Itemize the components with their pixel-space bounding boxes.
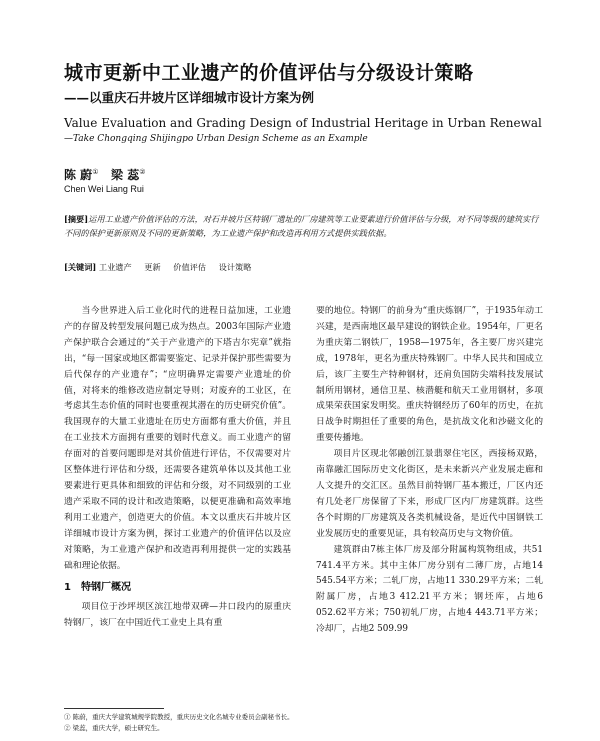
keywords-label: [关键词] [64,262,97,272]
section-heading: 1 特钢厂概况 [64,582,131,594]
body-column-left [64,304,291,632]
footnote-divider [64,708,164,709]
keyword: 工业遗产 [98,262,132,272]
abstract-text: 运用工业遗产价值评估的方法，对石井坡片区特钢厂遗址的厂房建筑等工业要素进行价值评估与分级，对不同等级的建筑实行不同的保护更新原则及不同的更新策略，为工业遗产保护和改造再利用方式提供实践依据。 [64,214,539,238]
paper-title-en: Value Evaluation and Grading Design of Industrial Heritage in Urban Renewal [64,116,542,130]
footnotes [64,712,534,734]
footnote-1: ① 陈蔚，重庆大学建筑城规学院教授，重庆历史文化名城专业委员会副秘书长。 [64,713,294,721]
paper-title-cn: 城市更新中工业遗产的价值评估与分级设计策略 [64,62,474,84]
abstract-label: [摘要] [64,214,89,224]
body-column-right [316,304,543,638]
body-paragraph: 项目片区现北邻融创江景翡翠住宅区，西接杨双路，南靠融汇国际历史文化街区，是未来新兴产业发展走廊和人文提升的交汇区。虽然目前特钢厂基本搬迁，厂区内还有几处老厂房保留了下来，形成厂区内厂房建筑群。这些各个时期的厂房建筑及各类机械设备，是近代中国钢铁工业发展历史的重要见证，具有较高历史与文物价值。 [316,449,543,539]
author1-footnote-mark: ① [92,168,99,176]
author2-name: 梁 蕊 [111,168,140,182]
author1-name: 陈 蔚 [64,168,93,182]
keyword: 更新 [144,262,161,272]
footnote-2: ② 梁蕊，重庆大学，硕士研究生。 [64,724,164,732]
authors-en: Chen Wei Liang Rui [64,184,144,194]
author2-footnote-mark: ② [139,168,146,176]
paper-subtitle-cn: ——以重庆石井坡片区详细城市设计方案为例 [64,90,315,105]
authors-cn [64,166,145,183]
paper-subtitle-en: —Take Chongqing Shijingpo Urban Design Scheme as an Example [64,134,368,144]
keyword: 设计策略 [218,262,252,272]
keyword: 价值评估 [173,262,207,272]
body-paragraph: 项目位于沙坪坝区滨江地带双碑—井口段内的原重庆特钢厂，该厂在中国近代工业史上具有重 [64,602,291,629]
body-paragraph: 当今世界进入后工业化时代的进程日益加速，工业遗产的存留及转型发展问题已成为热点。2003年国际产业遗产保护联合会通过的“关于产业遗产的下塔吉尔宪章”就指出，“每一国家或地区都需要鉴定、记录并保护那些需要为后代保存的产业遗存”；“应明确界定需要产业遗址的价值，对将来的维修改造应制定导则；对废弃的工业区，在考虑其生态价值的同时也要重视其潜在的历史研究价值”。我国现存的大量工业遗址在历史方面都有重大价值，并且在工业技术方面拥有重要的划时代意义。而工业遗产的留存面对的首要问题即是对其价值进行评估，不仅需要对片区整体进行评估和分级，还需要各建筑单体以及其他工业要素进行更具体和细致的评估和分级，对不同级别的工业遗产采取不同的设计和改造策略，以便更准确和高效率地利用工业遗产，创造更大的价值。本文以重庆石井坡片区详细城市设计方案为例，探讨工业遗产的价值评估以及应对策略，为工业遗产保护和改造再利用提供一定的实践基础和理论依据。 [64,306,291,571]
abstract [64,212,542,240]
keywords [64,260,542,274]
body-paragraph: 要的地位。特钢厂的前身为“重庆炼钢厂”，于1935年动工兴建，是西南地区最早建设的钢铁企业。1954年，厂更名为重庆第二钢铁厂，1958—1975年，各主要厂房兴建完成，1978年，更名为重庆特殊钢厂。中华人民共和国成立后，该厂主要生产特种钢材，还肩负国防尖端科技发展试制所用钢材，通信卫星、核潜艇和航天工业用钢材，多项成果荣获国家发明奖。重庆特钢经历了60年的历史，在抗日战争时期担任了重要的角色，是抗战文化和沙磁文化的重要传播地。 [316,306,543,444]
body-paragraph: 建筑群由7栋主体厂房及部分附属构筑物组成，共51 741.4平方米。其中主体厂房分别有二薄厂房，占地14 545.54平方米；二轧厂房，占地11 330.29平方米；二轧附属厂房，占地3 412.21平方米；钢坯库，占地6 052.62平方米；750初轧厂房，占地4 443.71平方米；冷却厂，占地2 509.99 [316,544,543,635]
